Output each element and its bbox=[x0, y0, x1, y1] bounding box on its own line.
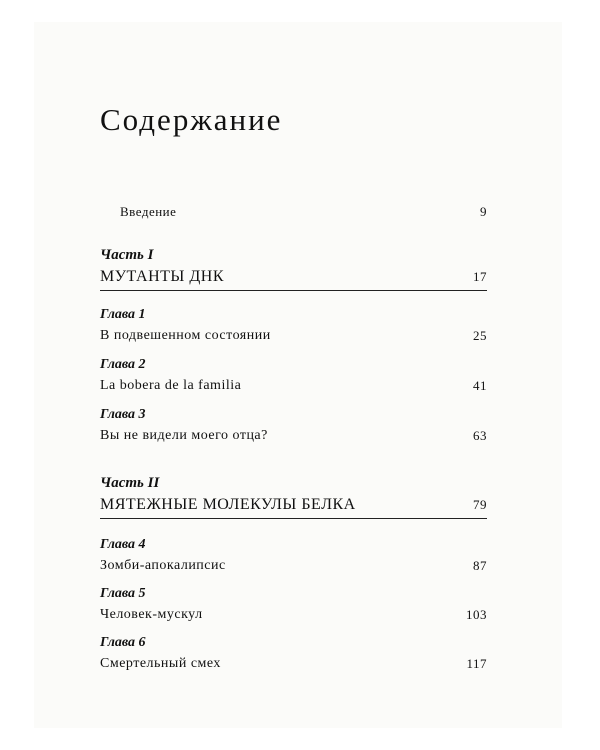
chapter-title: La bobera de la familia bbox=[100, 378, 242, 393]
toc-page-number: 79 bbox=[473, 497, 487, 512]
toc-row bbox=[100, 492, 487, 519]
toc-part-1 bbox=[100, 246, 487, 291]
toc-row bbox=[100, 554, 487, 578]
page-title: Содержание bbox=[100, 102, 283, 137]
toc-page-number: 63 bbox=[473, 428, 487, 443]
toc-chapter bbox=[100, 306, 487, 348]
part-label: Часть I bbox=[100, 247, 154, 263]
chapter-title: Смертельный смех bbox=[100, 656, 221, 671]
toc-row bbox=[100, 652, 487, 676]
toc-page-number: 25 bbox=[473, 328, 487, 343]
toc-page-number: 17 bbox=[473, 269, 487, 284]
toc-row bbox=[100, 424, 487, 448]
chapter-title: Вы не видели моего отца? bbox=[100, 428, 268, 443]
part-label: Часть II bbox=[100, 475, 160, 491]
toc-page-number: 87 bbox=[473, 558, 487, 573]
toc-page-number: 41 bbox=[473, 378, 487, 393]
chapter-title: В подвешенном состоянии bbox=[100, 328, 271, 343]
toc-row bbox=[100, 603, 487, 627]
toc-chapter bbox=[100, 356, 487, 398]
chapter-label: Глава 3 bbox=[100, 407, 146, 422]
chapter-label: Глава 4 bbox=[100, 537, 146, 552]
part-title: МЯТЕЖНЫЕ МОЛЕКУЛЫ БЕЛКА bbox=[100, 496, 356, 513]
toc-chapter bbox=[100, 585, 487, 627]
chapter-label: Глава 5 bbox=[100, 586, 146, 601]
toc-page-number: 103 bbox=[466, 607, 487, 622]
part-title: МУТАНТЫ ДНК bbox=[100, 268, 225, 285]
toc-part-2 bbox=[100, 474, 487, 519]
toc-chapter bbox=[100, 536, 487, 578]
toc-page-number: 9 bbox=[480, 204, 487, 219]
toc-chapter bbox=[100, 634, 487, 676]
toc-intro bbox=[100, 200, 487, 224]
chapter-title: Зомби-апокалипсис bbox=[100, 558, 226, 573]
toc-chapter bbox=[100, 406, 487, 448]
chapter-label: Глава 6 bbox=[100, 635, 146, 650]
toc-entry-title: Введение bbox=[120, 204, 177, 219]
toc-page-number: 117 bbox=[466, 656, 487, 671]
toc-row bbox=[100, 374, 487, 398]
chapter-title: Человек-мускул bbox=[100, 607, 203, 622]
toc-row bbox=[100, 200, 487, 224]
chapter-label: Глава 1 bbox=[100, 307, 146, 322]
toc-row bbox=[100, 264, 487, 291]
chapter-label: Глава 2 bbox=[100, 357, 146, 372]
toc-row bbox=[100, 324, 487, 348]
